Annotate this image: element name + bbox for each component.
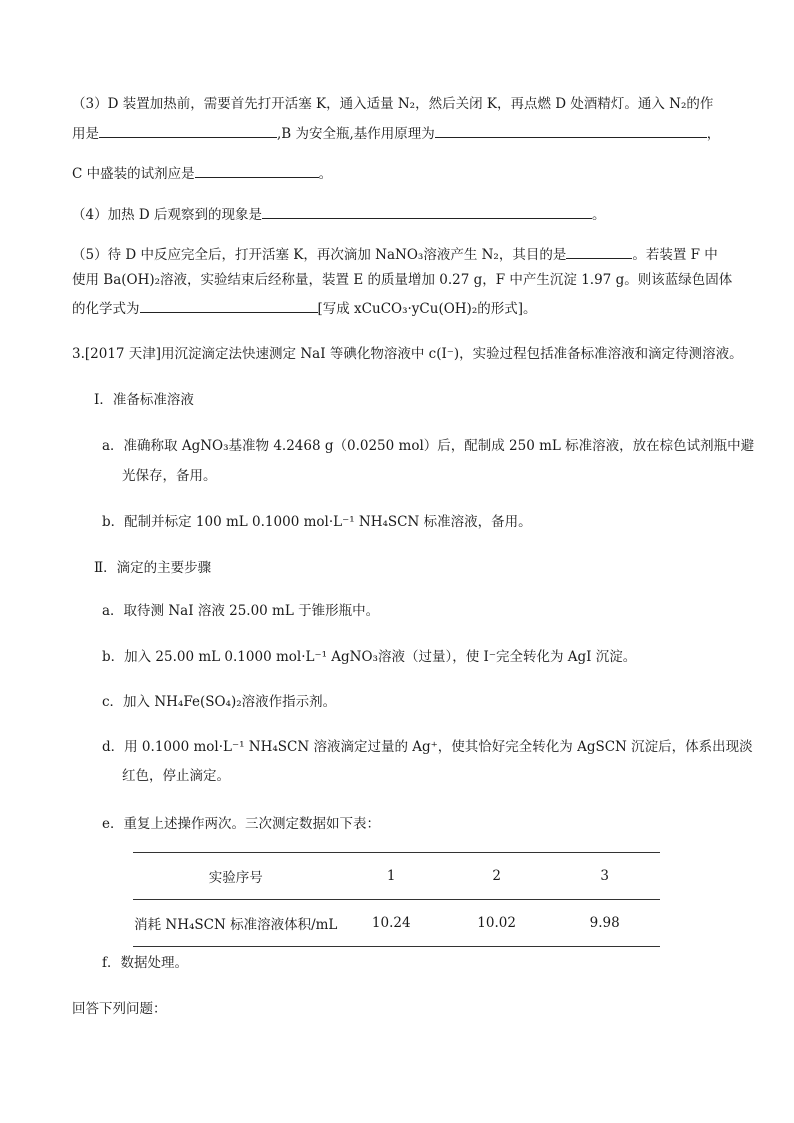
q4-end: 。 [592,207,606,223]
q5-line1-end: 。若装置 F 中 [632,247,718,263]
closing-prompt: 回答下列问题： [72,1001,167,1017]
table-header-cell: 实验序号 [133,853,339,900]
table-header-cell: 1 [339,853,444,900]
part2-step-c: c．加入 NH₄Fe(SO₄)₂溶液作指示剂。 [102,694,337,710]
part2-step-a: a．取待测 NaI 溶液 25.00 mL 于锥形瓶中。 [102,603,380,619]
problem3-intro: 3.[2017 天津]用沉淀滴定法快速测定 NaI 等碘化物溶液中 c(I⁻)，实验过程包括准备标准溶液和滴定待测溶液。 [72,346,743,362]
q5-line3-end: [写成 xCuCO₃·yCu(OH)₂的形式]。 [317,301,537,317]
part2-step-d-line1: d．用 0.1000 mol·L⁻¹ NH₄SCN 溶液滴定过量的 Ag⁺，使其恰好完全转化为 AgSCN 沉淀后，体系出现淡 [102,739,753,755]
answer-blank-reagent[interactable] [195,162,319,178]
table-header-cell: 2 [444,853,549,900]
part2-step-b: b．加入 25.00 mL 0.1000 mol·L⁻¹ AgNO₃溶液（过量），使 I⁻完全转化为 AgI 沉淀。 [102,649,637,665]
q3-line3 [72,162,332,184]
answer-blank-purpose[interactable] [99,122,277,138]
q3-line2-mid: ,B 为安全瓶,基作用原理为 [277,126,435,142]
q5-line3 [72,297,537,319]
table-cell: 10.24 [339,900,444,947]
table-row [133,900,660,947]
q3-line3-end: 。 [318,166,333,182]
part2-step-d-line2: 红色，停止滴定。 [122,768,230,784]
q5-line2: 使用 Ba(OH)₂溶液，实验结束后经称量，装置 E 的质量增加 0.27 g，F 中产生沉淀 1.97 g。则该蓝绿色固体 [72,272,733,288]
q3-line2 [72,122,720,144]
part2-heading: Ⅱ．滴定的主要步骤 [94,560,212,576]
answer-blank-phenomenon[interactable] [262,203,592,219]
q5-line1-lead: （5）待 D 中反应完全后，打开活塞 K，再次滴加 NaNO₃溶液产生 N₂，其目的是 [72,247,567,263]
part2-step-e: e．重复上述操作两次。三次测定数据如下表： [102,816,380,832]
table-cell: 10.02 [444,900,549,947]
answer-blank-principle[interactable] [435,122,707,138]
q4-lead: （4）加热 D 后观察到的现象是 [72,207,262,223]
answer-blank-formula[interactable] [140,297,318,313]
part1-step-a-line1: a．准确称取 AgNO₃基准物 4.2468 g（0.0250 mol）后，配制成 250 mL 标准溶液，放在棕色试剂瓶中避 [102,438,755,454]
q3-line2-end: ， [706,126,721,142]
q5-line1 [72,243,718,265]
q3-line1: （3）D 装置加热前，需要首先打开活塞 K，通入适量 N₂，然后关闭 K，再点燃 D 处酒精灯。通入 N₂的作 [72,96,714,112]
table-header-cell: 3 [549,853,660,900]
table-cell: 9.98 [549,900,660,947]
answer-blank-objective[interactable] [566,243,632,259]
titration-data-table [133,852,660,947]
table-header-row [133,853,660,900]
q4-line [72,203,606,225]
q3-line2-lead: 用是 [72,126,99,142]
table-cell: 消耗 NH₄SCN 标准溶液体积/mL [133,900,339,947]
part1-step-a-line2: 光保存，备用。 [122,468,217,484]
part2-step-f: f．数据处理。 [102,955,188,971]
part1-step-b: b．配制并标定 100 mL 0.1000 mol·L⁻¹ NH₄SCN 标准溶液，备用。 [102,514,532,530]
q5-line3-lead: 的化学式为 [72,301,140,317]
part1-heading: Ⅰ．准备标准溶液 [94,392,194,408]
q3-line3-lead: C 中盛装的试剂应是 [72,166,195,182]
